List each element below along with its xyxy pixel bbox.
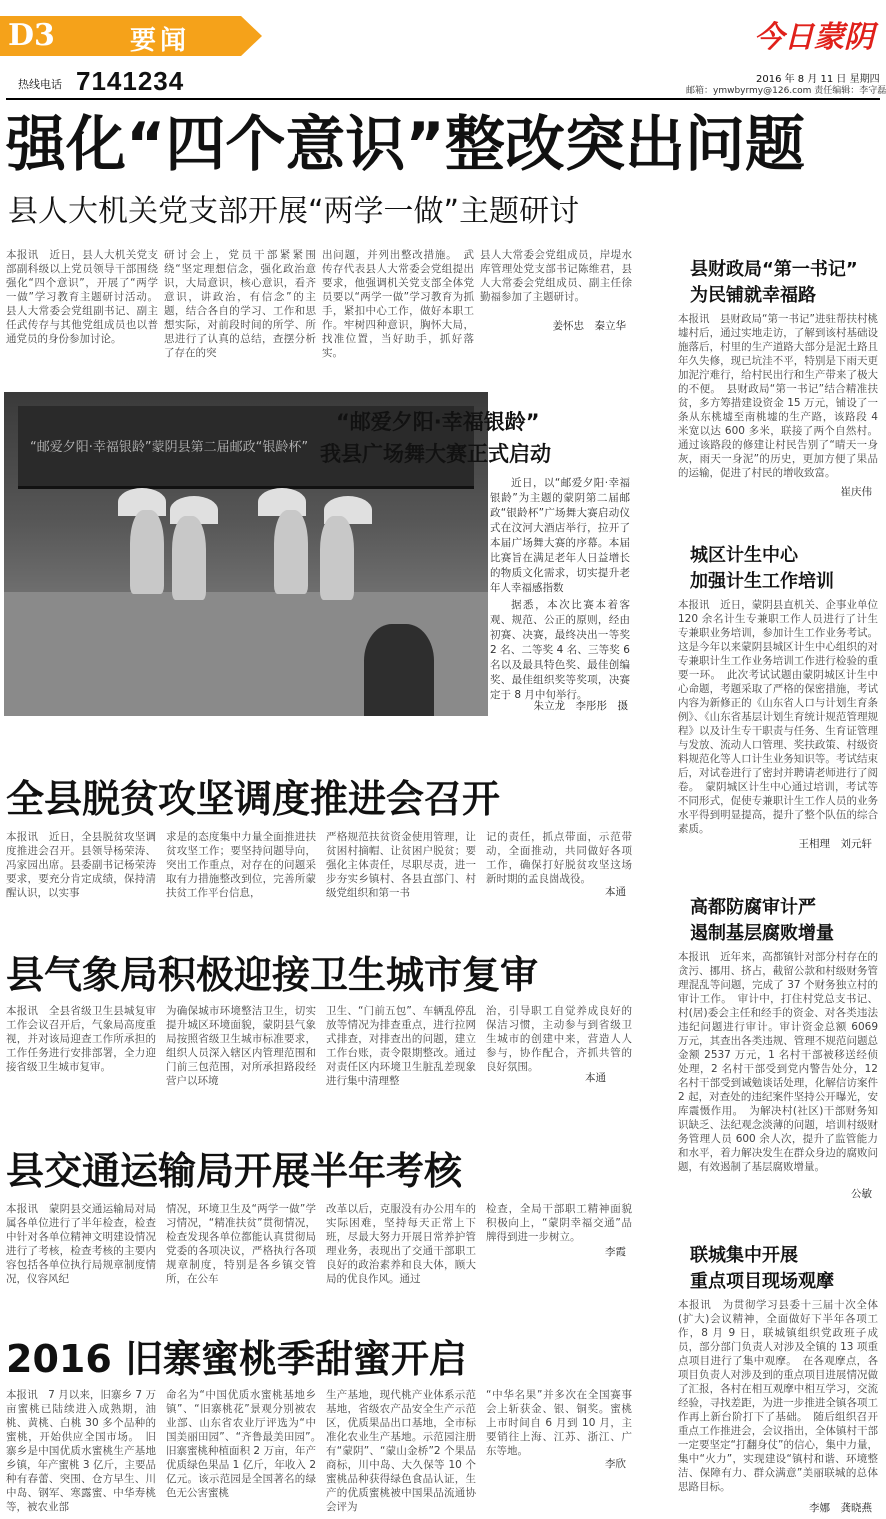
article-2-col-4: 治，引导职工自觉养成良好的保洁习惯，主动参与到省级卫生城市的创建中来，营造人人参与，协作配合，齐抓共管的良好氛围。 <box>486 1005 632 1073</box>
article-1-col-2: 求是的态度集中力量全面推进扶贫攻坚工作；要坚持问题导向，突出工作重点，对存在的问题采取有力措施整改到位，完善所蒙扶贫工作平台信息， <box>166 831 316 899</box>
photo-body-p1: 近日，以“邮爱夕阳·幸福银龄”为主题的蒙阴第二届邮政“银龄杯”广场舞大赛启动仪式在汶河大酒店举行，拉开了本届广场舞大赛的序幕。本届比赛旨在满足老年人日益增长的物质文化需求，切实提升老年人幸福感指数 <box>490 477 630 594</box>
header-rule <box>6 98 880 100</box>
sidebar-1-title-2: 为民铺就幸福路 <box>690 285 816 306</box>
article-4-col-2: 命名为“中国优质水蜜桃基地乡镇”、“旧寨桃花”景观分别被农业部、山东省农业厅评选为“中国美丽田园”、“齐鲁最美田园”。 旧寨蜜桃种植面积 2 万亩，年产优质绿色果品 1 亿斤，年收入 2 亿元。该示范园是全国著名的绿色无公害蜜桃 <box>166 1389 327 1499</box>
sidebar-3-byline: 公敏 <box>851 1188 872 1200</box>
sidebar-4-title-1: 联城集中开展 <box>690 1245 798 1266</box>
article-3-headline: 县交通运输局开展半年考核 <box>6 1149 463 1193</box>
sidebar-3-title-1: 高都防腐审计严 <box>690 897 816 918</box>
sidebar-1-byline: 崔庆伟 <box>840 486 872 498</box>
hotline-label: 热线电话 <box>18 78 62 91</box>
dancer-figure <box>172 516 206 600</box>
lead-col-1: 本报讯 近日，县人大机关党支部副科级以上党员领导干部围绕强化“四个意识”，开展了“两学一做”学习教育主题研讨活动。县人大常委会党组副书记、副主任武传存与其他党组成员也以普通党员的身份参加讨论。 <box>6 249 158 345</box>
sidebar-1-title-1: 县财政局“第一书记” <box>690 259 858 280</box>
article-2-byline: 本通 <box>585 1072 606 1084</box>
article-2-col-2: 为确保城市环境整洁卫生，切实提升城区环境面貌，蒙阴县气象局按照省级卫生城市标准要求，组织人员深入辖区内管理范围和门前三包范围，对所承担路段经营户以环境 <box>166 1005 316 1087</box>
sidebar-2-title-2: 加强计生工作培训 <box>690 571 834 592</box>
article-4-col-3: 生产基地，现代桃产业体系示范基地，省级农产品安全生产示范区，优质果品出口基地，全市标准化农业生产基地。示范园注册有“蒙阴”、“蒙山金桥”2 个果品商标，川中岛、大久保等 10 个蜜桃品种获得绿色食品认证，生产的优质蜜桃被中国果品流通协会评为 <box>326 1389 476 1513</box>
sidebar-2-title-1: 城区计生中心 <box>690 545 798 566</box>
photo-byline: 朱立龙 李彤彤 摄 <box>533 700 628 712</box>
lead-col-2: 研讨会上，党员干部紧紧围绕“坚定理想信念，强化政治意识，大局意识，核心意识，看齐意识，讲政治，有信念”的主题，结合各自的学习、工作和思想实际，对前段时间的所学、所思进行了认真的总结，查摆分析了存在的突 <box>164 249 316 359</box>
article-2-col-3: 卫生、“门前五包”、车辆乱停乱放等情况为排查重点，进行拉网式排查，对排查出的问题，建立工作台账，责令限期整改。通过对责任区内环境卫生脏乱差现象进行集中清理整 <box>326 1005 476 1087</box>
article-4-byline: 李欣 <box>605 1458 626 1470</box>
lead-byline: 姜怀忠 秦立华 <box>552 320 626 332</box>
article-3-col-1: 本报讯 蒙阴县交通运输局对局属各单位进行了半年检查，检查中针对各单位精神文明建设情况进行了考核，检查考核的主要内容包括各单位执行局规章制度情况，仪容风纪 <box>6 1203 156 1285</box>
section-name: 要闻 <box>130 26 191 56</box>
email-line: 邮箱：ymwbyrmy@126.com 责任编辑：李守磊 <box>686 86 886 96</box>
sidebar-4-body: 本报讯 为贯彻学习县委十三届十次全体(扩大)会议精神，全面做好下半年各项工作，8 月 9 日，联城镇组织党政班子成员，部分部门负责人对涉及全镇的 13 项重点项目进行了集中观摩。 在各观摩点，各项目负责人对涉及到的重点项目进展情况做了汇报，各村在相互观摩中相互学习，交流经验，寻找差距，为进一步推进全镇各项工作再上新台阶打下了基础。 随后组织召开重点工作推进会，会议指出，全体镇村干部一定要坚定“打翻身仗”的信心，集中力量，集中“火力”，实现建设“镇村和谐、环境整洁、保障有力、群众满意”美丽联城的总体思路目标。 <box>678 1299 878 1493</box>
sidebar-4-title-2: 重点项目现场观摩 <box>690 1271 834 1292</box>
article-4-col-4: “中华名果”并多次在全国赛事会上斩获金、银、铜奖。蜜桃上市时间自 6 月到 10 月，主要销往上海、江苏、浙江、广东等地。 <box>486 1389 632 1457</box>
dancer-figure <box>320 516 354 600</box>
issue-date: 2016 年 8 月 11 日 星期四 <box>756 74 880 85</box>
article-3-col-2: 情况，环境卫生及“两学一做”学习情况，“精准扶贫”贯彻情况，检查发现各单位都能认真贯彻局党委的各项决议，严格执行各项规章制度，特别是各乡镇交管所，在公车 <box>166 1203 316 1285</box>
article-3-col-3: 改革以后，克服没有办公用车的实际困难，坚持每天正常上下班，尽最大努力开展日常养护管理业务，表现出了交通干部职工良好的政治素养和良大体，顾大局的优良作风。通过 <box>326 1203 476 1285</box>
photo-title-1: “邮爱夕阳·幸福银龄” <box>336 410 540 434</box>
banner-text: “邮爱夕阳·幸福银龄”蒙阴县第二届邮政“银龄杯” <box>30 440 309 455</box>
article-2-headline: 县气象局积极迎接卫生城市复审 <box>6 953 539 997</box>
lead-col-4: 县人大常委会党组成员，岸堤水库管理处党支部书记陈维君，县人大常委会党组成员、副主任徐勤福参加了主题研讨。 <box>480 249 632 303</box>
sidebar-2-byline: 王相理 刘元轩 <box>798 838 872 850</box>
article-1-byline: 本通 <box>605 886 626 898</box>
sidebar-3-body: 本报讯 近年来，高都镇针对部分村存在的贪污、挪用、挤占，截留公款和村级财务管理混乱等问题，完成了 37 个财务独立村的审计工作。 审计中，打住村党总支书记、村(居)委会主任和经手的资金、对各类违法违纪问题进行审计。审计资金总额 6069 万元，其查出各类违规、管理不规范问题总金额 2537 万元，1 名村干部被移送经侦处理，2 名村干部受到党内警告处分，12 名村干部受到诫勉谈话处理，化解信访案件 2 起，对查处的违纪案件坚持公开曝光，安库震慑作用。 为解决村(社区)干部财务知识缺乏、法纪观念淡薄的问题，培训村级财务管理人员 600 余人次，提升了监管能力和水平，着力解决发生在群众身边的腐败问题，有效遏制了基层腐败增量。 <box>678 951 878 1173</box>
lead-col-3: 出问题，并列出整改措施。 武传存代表县人大常委会党组提出要求，他强调机关党支部全体党员要以“两学一做”学习教育为抓手，紧扣中心工作，做好本职工作。牢树四种意识，胸怀大局，找准位置，当好助手，抓好落实。 <box>322 249 474 359</box>
hotline-number: 7141234 <box>76 66 185 96</box>
sidebar-4-byline: 李娜 龚晓燕 <box>809 1502 872 1514</box>
photo-body-p2: 据悉，本次比赛本着客观、规范、公正的原则，经由初赛、决赛，最终决出一等奖 2 名、二等奖 4 名、三等奖 6 名以及最具特色奖、最佳创编奖、最佳组织奖等奖项，决赛定于 8 月中旬举行。 <box>490 599 630 701</box>
lead-headline: 强化“四个意识”整改突出问题 <box>6 110 805 180</box>
photo-body <box>490 476 630 703</box>
article-4-headline: 2016 旧寨蜜桃季甜蜜开启 <box>6 1337 467 1381</box>
article-3-col-4: 检查，全局干部职工精神面貌积极向上，“蒙阴幸福交通”品牌得到进一步树立。 <box>486 1203 632 1243</box>
article-1-headline: 全县脱贫攻坚调度推进会召开 <box>6 777 501 821</box>
newspaper-logo: 今日蒙阴 <box>754 20 874 55</box>
article-1-col-1: 本报讯 近日，全县脱贫攻坚调度推进会召开。县领导杨荣涛、冯家园出席。县委副书记杨荣涛要求，要充分肯定成绩，保持清醒认识，以实事 <box>6 831 156 899</box>
lead-subtitle: 县人大机关党支部开展“两学一做”主题研讨 <box>8 194 580 229</box>
article-1-col-3: 严格规范扶贫资金使用管理，让贫困村摘帽、让贫困户脱贫；要强化主体责任，尽职尽责，进一步夯实乡镇村、各县直部门、村级党组织和第一书 <box>326 831 476 899</box>
article-4-col-1: 本报讯 7 月以来，旧寨乡 7 万亩蜜桃已陆续进入成熟期，油桃、黄桃、白桃 30 多个品种的蜜桃，开始供应全国市场。 旧寨乡是中国优质水蜜桃生产基地乡镇，年产蜜桃 3 亿斤，主要品种有春蕾、突围、仓方早生、川中岛、钢军、寒露蜜、中华寿桃等，被农业部 <box>6 1389 156 1513</box>
sidebar-3-title-2: 遏制基层腐败增量 <box>690 923 834 944</box>
photo-title-2: 我县广场舞大赛正式启动 <box>320 442 551 466</box>
audience-figure <box>364 624 434 716</box>
article-3-byline: 李霞 <box>605 1246 626 1258</box>
article-1-col-4: 记的责任，抓点带面，示范带动，全面推动，共同做好各项工作，确保打好脱贫攻坚这场新时期的孟良崮战役。 <box>486 831 632 885</box>
sidebar-1-body: 本报讯 县财政局“第一书记”进驻帮扶村桃墟村后，通过实地走访，了解到该村基础设施落后，村里的生产道路大部分是泥土路且年久失修，现已坑洼不平，特别是下雨天更加泥泞难行，给村民出行和生产带来了极大的不便。 县财政局“第一书记”结合精准扶贫，多方筹措建设资金 15 万元，铺设了一条从东桃墟至南桃墟的生产路，该路段 4 米宽以达 600 多米，联接了两个自然村。通过该路段的修建让村民告别了“晴天一身灰，雨天一身泥”的历史，更加方便了果品的运输，促进了村民的增收致富。 <box>678 313 878 479</box>
page-number: D3 <box>8 18 55 53</box>
dancer-figure <box>130 510 164 594</box>
dancer-figure <box>274 510 308 594</box>
article-2-col-1: 本报讯 全县省级卫生县城复审工作会议召开后，气象局高度重视，并对该局迎查工作所承担的工作任务进行安排部署，全力迎接省级卫生城市复审。 <box>6 1005 156 1073</box>
sidebar-2-body: 本报讯 近日，蒙阴县直机关、企事业单位 120 余名计生专兼职工作人员进行了计生专兼职业务培训，参加计生工作业务考试。这是今年以来蒙阴县城区计生中心组织的对专兼职计生工作业务培训工作进行检验的重要一环。 此次考试试题由蒙阴城区计生中心命题，考题采取了严格的保密措施，考试内容为新修正的《山东省人口与计划生育条例》、《山东省基层计划生育统计规范管理规程》以及计生专干职责与任务、生育证管理与发放、流动人口管理、奖扶政策、村级资料规范化等人口计生业务知识等。考试结束后，对试卷进行了密封并聘请老师进行了阅卷。 蒙阴城区计生中心通过培训，考试等不同形式，促使专兼职计生工作人员的业务水平得到明显提高，提升了整个队伍的综合素质。 <box>678 599 878 835</box>
